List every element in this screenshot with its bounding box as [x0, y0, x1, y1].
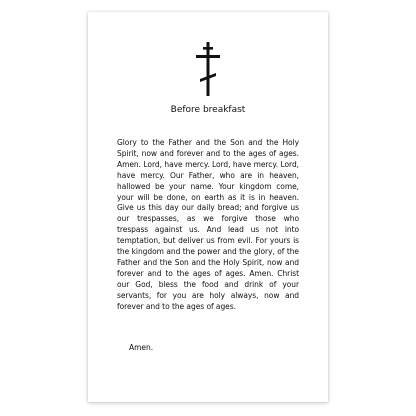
prayer-title: Before breakfast — [170, 105, 246, 115]
prayer-closing: Amen. — [129, 343, 154, 352]
orthodox-cross-icon — [195, 42, 221, 96]
prayer-card — [88, 12, 328, 402]
prayer-text: Glory to the Father and the Son and the Holy Spirit, now and forever and to the ages of ages. Amen. Lord, have mercy. Lord, have mercy. Lord, have mercy. Our Father, who are in heaven, hallowed be your name. Your kingdom come, your will be done, on earth as it is in heaven. Give us this day our daily bread; and forgive us our trespasses, as we forgive those who trespass against us. And lead us not into temptation, but deliver us from evil. For yours is the kingdom and the power and the glory, of the Father and the Son and the Holy Spirit, now and forever and to the ages of ages. Amen. Christ our God, bless the food and drink of your servants, for you are holy always, now and forever and to the ages of ages. — [117, 138, 299, 311]
